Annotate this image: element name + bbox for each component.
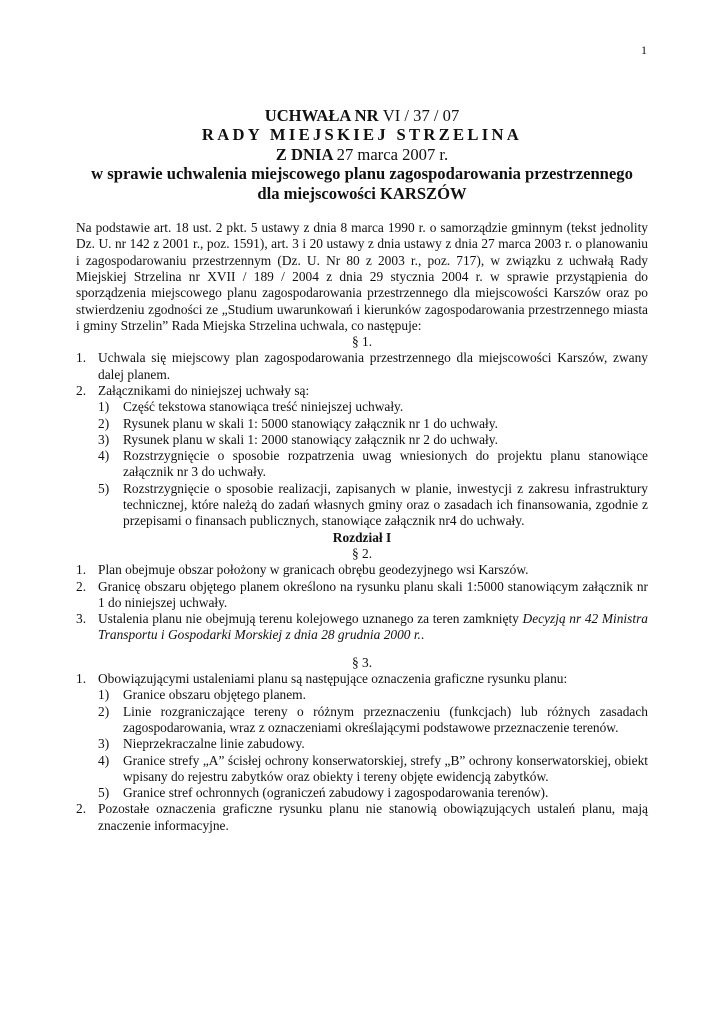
page-number: 1 <box>641 43 647 57</box>
item-text: Załącznikami do niniejszej uchwały są: <box>98 383 310 398</box>
item-number: 2. <box>76 383 87 398</box>
item-number: 3. <box>76 611 87 627</box>
item-text: Obowiązującymi ustaleniami planu są następujące oznaczenia graficzne rysunku planu: <box>98 671 568 687</box>
list-item <box>76 383 648 530</box>
item-text: Rozstrzygnięcie o sposobie realizacji, zapisanych w planie, inwestycji z zakresu infrastruktury technicznej, które należą do zadań własnych gminy oraz o zasadach ich finansowania, zgodnie z przepisami o finansach publicznych, stanowiące załącznik nr4 do uchwały. <box>123 480 648 529</box>
item-number: 1) <box>98 399 110 415</box>
list-item <box>76 562 648 578</box>
section-3-heading: § 3. <box>351 654 373 670</box>
section-2-list <box>76 562 648 643</box>
item-number: 1. <box>76 671 87 687</box>
list-item <box>76 579 648 612</box>
resolution-number-value: VI / 37 / 07 <box>382 106 460 125</box>
list-item <box>98 687 648 703</box>
item-number: 2) <box>98 703 110 719</box>
item-text: Rozstrzygnięcie o sposobie rozpatrzenia uwag wniesionych do projektu planu stanowiące załącznik nr 3 do uchwały. <box>123 448 648 480</box>
resolution-subject-place: dla miejscowości KARSZÓW <box>257 183 467 203</box>
graphic-markings-list <box>98 687 648 801</box>
item-text: Linie rozgraniczające tereny o różnym przeznaczeniu (funkcjach) lub różnych zasadach zagospodarowania, wraz z oznaczeniami określającymi podstawowe przeznaczenie terenów. <box>123 703 648 735</box>
list-item <box>76 671 648 801</box>
item-number: 4) <box>98 752 110 768</box>
item-number: 5) <box>98 785 110 801</box>
item-text: Granice stref ochronnych (ograniczeń zabudowy i zagospodarowania terenów). <box>123 785 549 801</box>
resolution-date <box>76 145 648 164</box>
item-text: Część tekstowa stanowiąca treść niniejszej uchwały. <box>123 399 404 415</box>
item-number: 2. <box>76 578 87 594</box>
item-text: Pozostałe oznaczenia graficzne rysunku planu nie stanowią obowiązujących ustaleń planu, mają znaczenie informacyjne. <box>98 801 648 833</box>
chapter-heading: Rozdział I <box>332 529 392 545</box>
item-number: 3) <box>98 736 110 752</box>
item-number: 1. <box>76 562 87 578</box>
item-number: 1) <box>98 687 110 703</box>
list-item <box>98 704 648 737</box>
item-text: Uchwala się miejscowy plan zagospodarowania przestrzennego dla miejscowości Karszów, zwany dalej planem. <box>98 350 648 382</box>
legal-basis-paragraph: Na podstawie art. 18 ust. 2 pkt. 5 ustawy z dnia 8 marca 1990 r. o samorządzie gminnym (tekst jednolity Dz. U. nr 142 z 2001 r., poz. 1591), art. 3 i 20 ustawy z dnia ustawy z dnia 27 marca 2003 r. o planowaniu i zagospodarowaniu przestrzennym (Dz. U. Nr 80 z 2003 r., poz. 717), w związku z uchwałą Rady Miejskiej Strzelina nr XVII / 189 / 2004 z dnia 29 stycznia 2004 r. w sprawie przystąpienia do sporządzenia miejscowego planu zagospodarowania przestrzennego dla miejscowości Karszów oraz po stwierdzeniu zgodności ze „Studium uwarunkowań i kierunków zagospodarowania przestrzennego miasta i gminy Strzelin” Rada Miejska Strzelina uchwala, co następuje: <box>76 220 648 333</box>
list-item <box>76 801 648 834</box>
item-number: 4) <box>98 448 110 464</box>
council-name: RADY MIEJSKIEJ STRZELINA <box>201 125 523 145</box>
section-3-list <box>76 671 648 834</box>
item-text: Rysunek planu w skali 1: 5000 stanowiący załącznik nr 1 do uchwały. <box>123 415 498 431</box>
item-text: Rysunek planu w skali 1: 2000 stanowiący załącznik nr 2 do uchwały. <box>123 431 498 447</box>
item-text: Granice obszaru objętego planem. <box>123 687 306 703</box>
item-text: Granicę obszaru objętego planem określono na rysunku planu skali 1:5000 stanowiącym załącznik nr 1 do niniejszej uchwały. <box>98 578 648 610</box>
list-item <box>98 753 648 786</box>
item-number: 3) <box>98 431 110 447</box>
item-number: 1. <box>76 350 87 366</box>
document-body <box>76 106 648 834</box>
date-label: Z DNIA <box>275 144 333 164</box>
section-1-list <box>76 350 648 529</box>
section-2-heading: § 2. <box>351 545 373 561</box>
section-1-heading: § 1. <box>351 334 373 350</box>
item-text: Plan obejmuje obszar położony w granicach obrębu geodezyjnego wsi Karszów. <box>98 562 529 578</box>
list-item <box>98 448 648 481</box>
item-text: Ustalenia planu nie obejmują terenu kolejowego uznanego za teren zamknięty <box>98 611 519 627</box>
item-number: 2) <box>98 415 110 431</box>
list-item <box>76 350 648 383</box>
list-item <box>98 481 648 530</box>
item-text: Nieprzekraczalne linie zabudowy. <box>123 736 305 752</box>
list-item <box>98 785 648 801</box>
list-item <box>98 432 648 448</box>
list-item <box>98 399 648 415</box>
resolution-subject: w sprawie uchwalenia miejscowego planu zagospodarowania przestrzennego <box>91 164 633 184</box>
item-number: 2. <box>76 801 87 817</box>
date-value: 27 marca 2007 r. <box>336 144 449 164</box>
attachments-list <box>98 399 648 529</box>
decision-reference: Decyzją nr 42 Ministra Transportu i Gospodarki Morskiej z dnia 28 grudnia 2000 r. <box>98 611 648 643</box>
list-item <box>98 736 648 752</box>
resolution-number <box>76 106 648 125</box>
resolution-label: UCHWAŁA NR <box>264 106 379 125</box>
item-text: Granice strefy „A” ścisłej ochrony konserwatorskiej, strefy „B” ochrony konserwatorskiej, obiekt wpisany do rejestru zabytków oraz obiekty i tereny objęte ewidencją zabytków. <box>123 752 648 784</box>
list-item: 3. Ustalenia planu nie obejmują terenu kolejowego uznanego za teren zamknięty Decyzją nr 42 Ministra Transportu i Gospodarki Morskiej z dnia 28 grudnia 2000 r.. <box>76 611 648 643</box>
list-item <box>98 416 648 432</box>
item-number: 5) <box>98 480 110 496</box>
